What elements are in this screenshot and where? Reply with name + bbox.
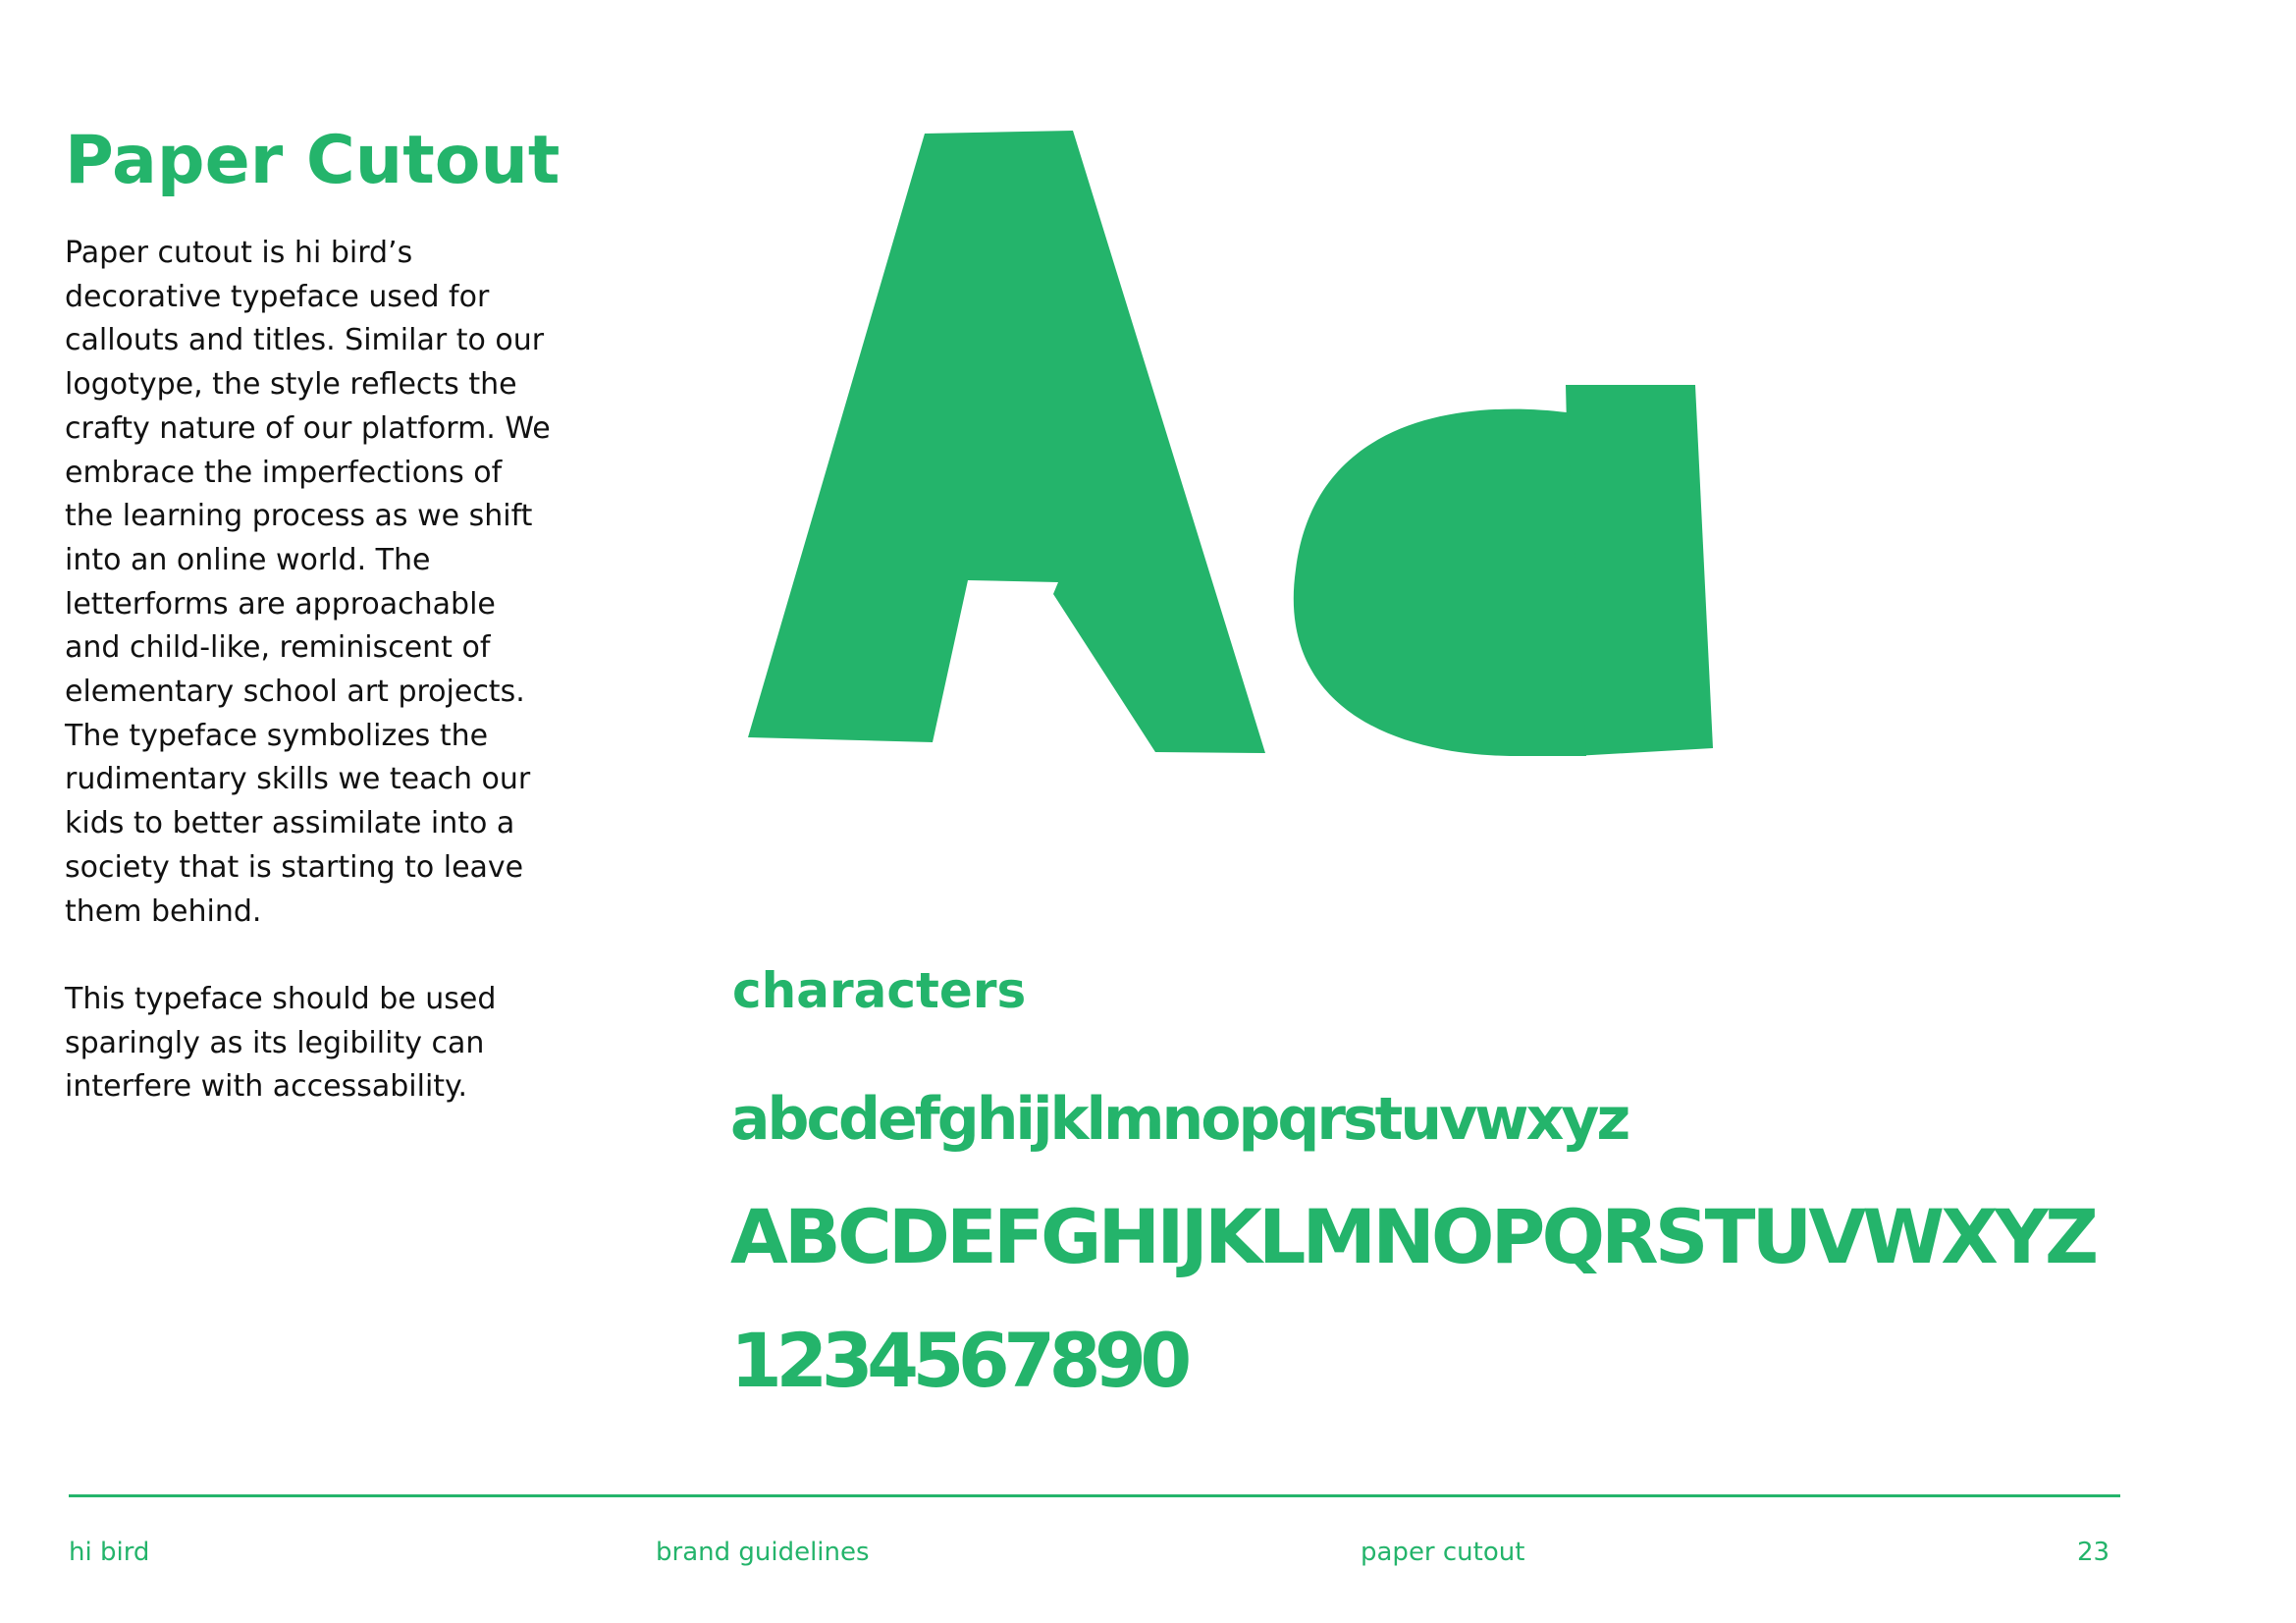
lowercase-characters: abcdefghijklmnopqrstuvwxyz	[730, 1085, 1629, 1154]
characters-heading: characters	[732, 962, 1027, 1019]
display-glyph-lowercase-a	[1294, 385, 1713, 756]
description-text	[65, 232, 556, 1109]
uppercase-characters: ABCDEFGHIJKLMNOPQRSTUVWXYZ	[730, 1193, 2096, 1280]
page-title: Paper Cutout	[65, 122, 561, 199]
description-paragraph-1: Paper cutout is hi bird’s decorative typeface used for callouts and titles. Similar to our logotype, the style reflects the crafty nature of our platform. We embrace the imperfections of the learning process as we shift into an online world. The letterforms are approachable and child-like, reminiscent of elementary school art projects. The typeface symbolizes the rudimentary skills we teach our kids to better assimilate into a society that is starting to leave them behind.	[65, 236, 551, 929]
display-glyphs-aa	[687, 118, 1767, 785]
footer-section-title: paper cutout	[1361, 1538, 1525, 1567]
footer-page-number: 23	[2077, 1538, 2110, 1567]
description-paragraph-2: This typeface should be used sparingly as its legibility can interfere with accessability.	[65, 981, 497, 1105]
footer-divider	[69, 1494, 2120, 1497]
footer-document-title: brand guidelines	[656, 1538, 870, 1567]
footer-brand: hi bird	[69, 1538, 150, 1567]
digit-characters: 1234567890	[730, 1317, 1186, 1404]
